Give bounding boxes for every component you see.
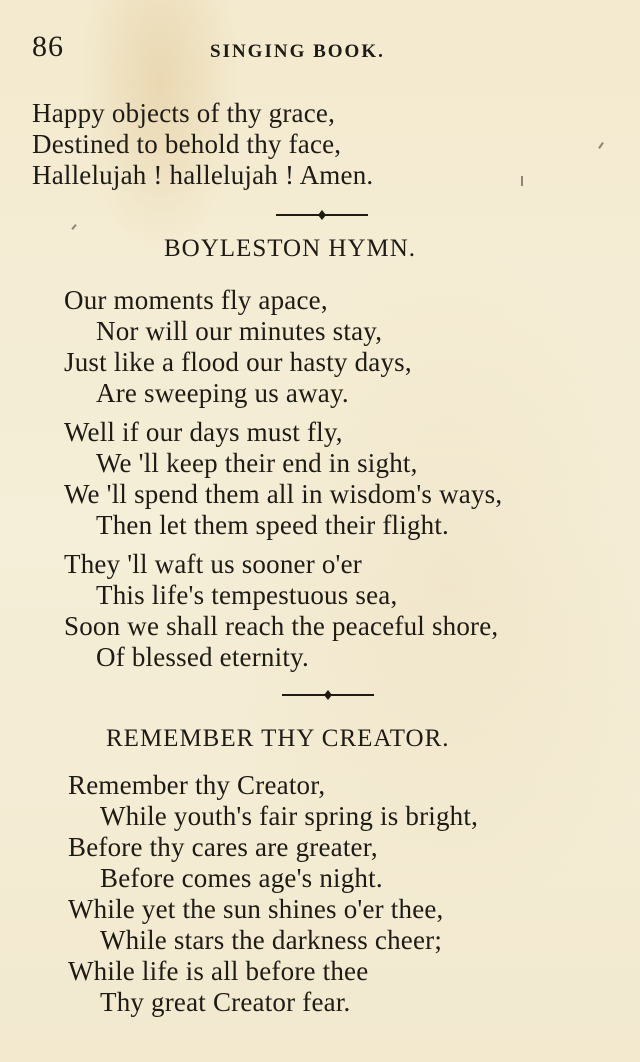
- verse-line: We 'll spend them all in wisdom's ways,: [64, 479, 503, 509]
- verse-line: While youth's fair spring is bright,: [100, 801, 479, 831]
- verse-line: Then let them speed their flight.: [96, 510, 449, 540]
- verse-line: This life's tempestuous sea,: [96, 580, 398, 610]
- ink-speck: [521, 176, 523, 186]
- ink-speck: [71, 224, 76, 230]
- verse-line: While stars the darkness cheer;: [100, 925, 443, 955]
- ornamental-rule: [276, 209, 368, 221]
- verse-line: Our moments fly apace,: [64, 285, 328, 315]
- verse-line: Soon we shall reach the peaceful shore,: [64, 611, 499, 641]
- running-head: SINGING BOOK.: [210, 41, 385, 62]
- verse-line: Hallelujah ! hallelujah ! Amen.: [32, 160, 374, 190]
- verse-line: Before comes age's night.: [100, 863, 383, 893]
- verse-line: Well if our days must fly,: [64, 417, 343, 447]
- verse-line: Are sweeping us away.: [96, 378, 349, 408]
- verse-line: Before thy cares are greater,: [68, 832, 378, 862]
- verse-line: While life is all before thee: [68, 956, 369, 986]
- verse-line: They 'll waft us sooner o'er: [64, 549, 362, 579]
- ink-speck: [598, 142, 604, 149]
- hymn-title-boylston: BOYLESTON HYMN.: [164, 235, 417, 262]
- page-number: 86: [32, 30, 64, 63]
- verse-line: Happy objects of thy grace,: [32, 98, 336, 128]
- verse-line: Remember thy Creator,: [68, 770, 326, 800]
- ornamental-rule: [282, 689, 374, 701]
- page-header: [32, 30, 436, 70]
- verse-line: Thy great Creator fear.: [100, 987, 351, 1017]
- verse-line: While yet the sun shines o'er thee,: [68, 894, 444, 924]
- verse-line: Destined to behold thy face,: [32, 129, 342, 159]
- verse-line: Nor will our minutes stay,: [96, 316, 383, 346]
- verse-line: We 'll keep their end in sight,: [96, 448, 418, 478]
- verse-line: Of blessed eternity.: [96, 642, 309, 672]
- hymn-title-remember: REMEMBER THY CREATOR.: [106, 725, 450, 752]
- verse-line: Just like a flood our hasty days,: [64, 347, 412, 377]
